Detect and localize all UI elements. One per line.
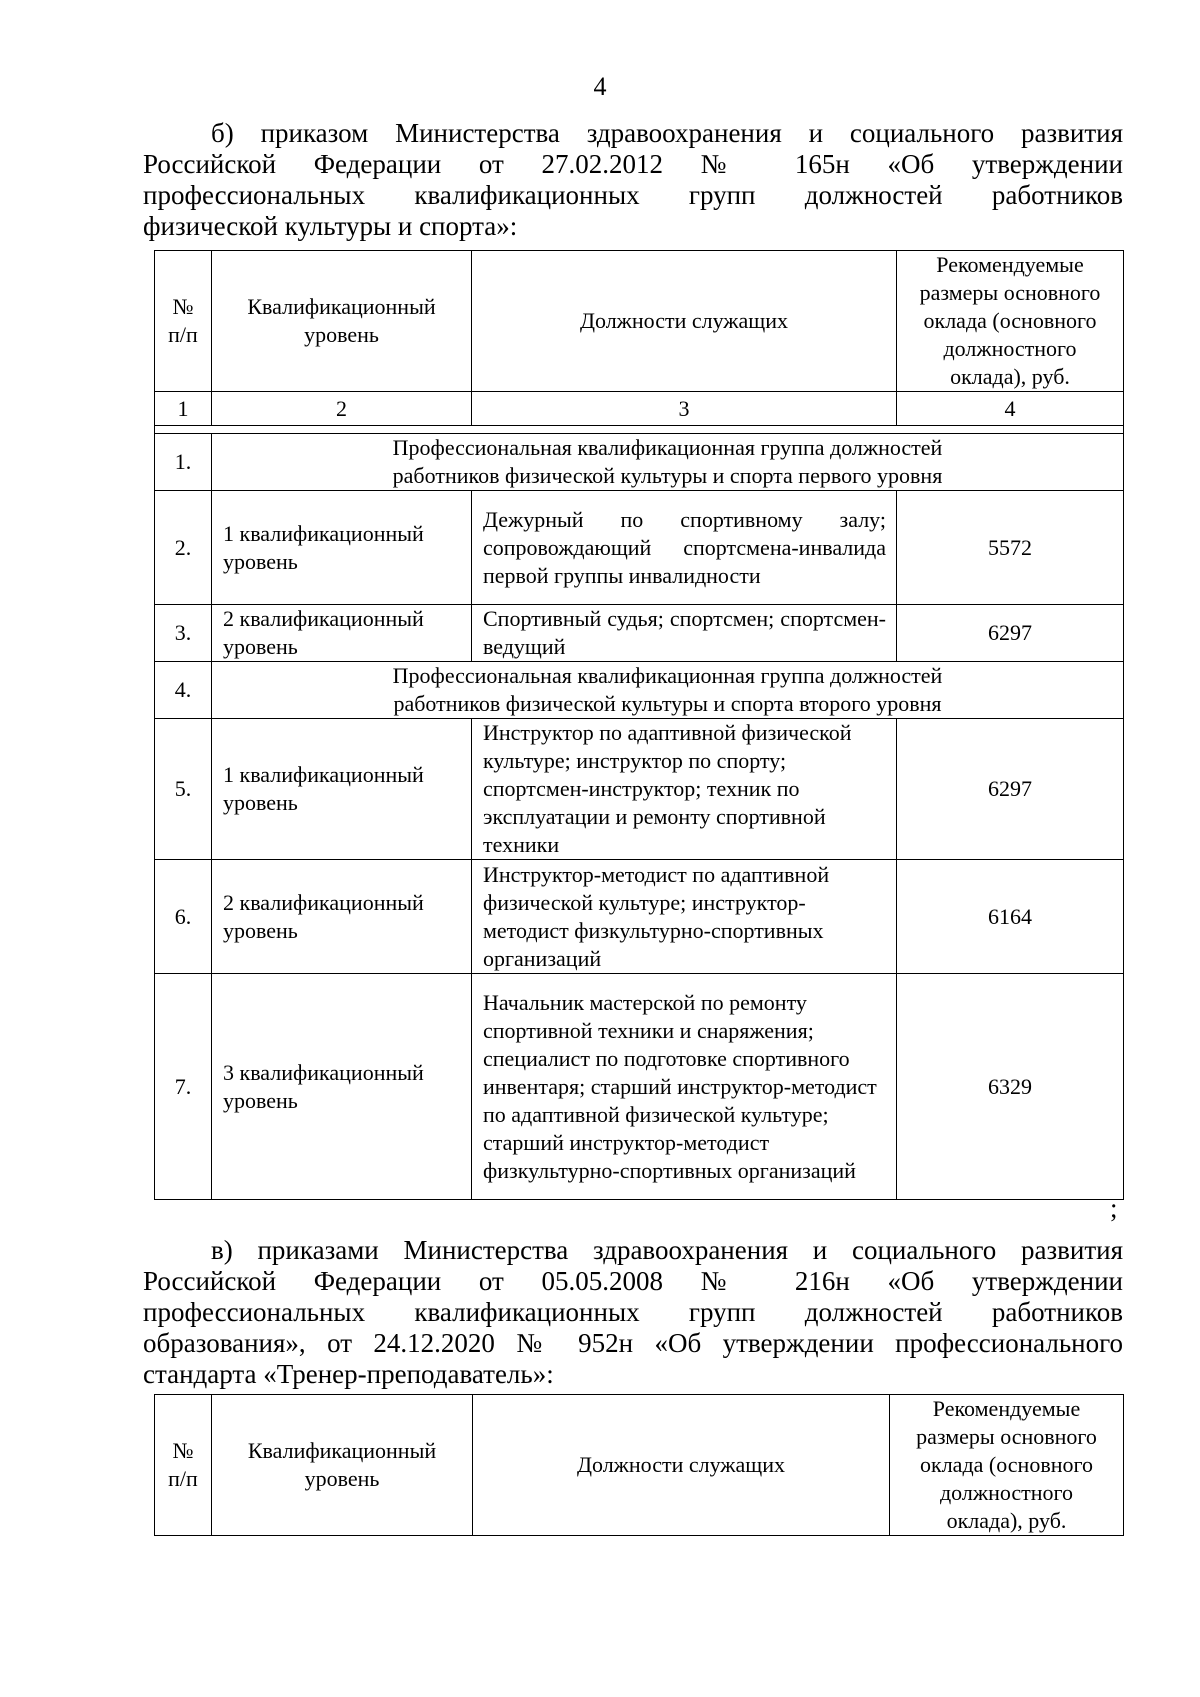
table-row — [155, 434, 1124, 491]
row-positions: Начальник мастерской по ремонту спортивной техники и снаряжения; специалист по подготовке спортивного инвентаря; старший инструктор-методист по адаптивной физической культуре; старший инструктор-методист физкультурно-спортивных организаций — [472, 974, 897, 1200]
row-num: 4. — [155, 662, 212, 719]
header-salary: Рекомендуемые размеры основного оклада (основного должностного оклада), руб. — [890, 1395, 1124, 1536]
paragraph-line: профессиональных квалификационных групп должностей работников — [143, 180, 1123, 210]
row-num: 5. — [155, 719, 212, 860]
paragraph-line: б) приказом Министерства здравоохранения и социального развития — [211, 118, 1123, 148]
paragraph-line: физической культуры и спорта»: — [143, 211, 518, 241]
header-positions: Должности служащих — [472, 251, 897, 392]
row-positions: Спортивный судья; спортсмен; спортсмен-ведущий — [472, 605, 897, 662]
column-number: 3 — [472, 392, 897, 426]
paragraph-line: стандарта «Тренер-преподаватель»: — [143, 1359, 554, 1389]
paragraph-line: Российской Федерации от 05.05.2008 № 216н «Об утверждении — [143, 1266, 1123, 1296]
row-salary: 6329 — [897, 974, 1124, 1200]
row-positions: Инструктор-методист по адаптивной физической культуре; инструктор-методист физкультурно-спортивных организаций — [472, 860, 897, 974]
row-level: 2 квалификационный уровень — [212, 605, 472, 662]
header-level: Квалификационный уровень — [212, 1395, 473, 1536]
column-number: 4 — [897, 392, 1124, 426]
row-salary: 5572 — [897, 491, 1124, 605]
row-level: 3 квалификационный уровень — [212, 974, 472, 1200]
semicolon: ; — [1110, 1193, 1118, 1223]
table-row — [155, 491, 1124, 605]
table-row — [155, 719, 1124, 860]
row-salary: 6297 — [897, 719, 1124, 860]
header-salary: Рекомендуемые размеры основного оклада (основного должностного оклада), руб. — [897, 251, 1124, 392]
table-header-row — [155, 1395, 1124, 1536]
table-row — [155, 974, 1124, 1200]
paragraph-b — [143, 118, 1123, 242]
row-positions: Дежурный по спортивному залу; сопровождающий спортсмена-инвалида первой группы инвалидности — [472, 491, 897, 605]
row-salary: 6297 — [897, 605, 1124, 662]
row-num: 6. — [155, 860, 212, 974]
page-number: 4 — [593, 72, 607, 101]
paragraph-line: образования», от 24.12.2020 № 952н «Об утверждении профессионального — [143, 1328, 1123, 1358]
paragraph-line: профессиональных квалификационных групп должностей работников — [143, 1297, 1123, 1327]
paragraph-line: Российской Федерации от 27.02.2012 № 165н «Об утверждении — [143, 149, 1123, 179]
header-num: № п/п — [155, 251, 212, 392]
salary-table-physical-culture — [154, 250, 1124, 1200]
paragraph-line: в) приказами Министерства здравоохранения и социального развития — [211, 1235, 1123, 1265]
table-row — [155, 605, 1124, 662]
row-num: 3. — [155, 605, 212, 662]
row-num: 7. — [155, 974, 212, 1200]
group-title: Профессиональная квалификационная группа должностей работников физической культуры и спорта второго уровня — [212, 662, 1124, 719]
row-level: 1 квалификационный уровень — [212, 491, 472, 605]
header-level: Квалификационный уровень — [212, 251, 472, 392]
row-positions: Инструктор по адаптивной физической культуре; инструктор по спорту; спортсмен-инструктор; техник по эксплуатации и ремонту спортивной техники — [472, 719, 897, 860]
column-number: 2 — [212, 392, 472, 426]
salary-table-education — [154, 1394, 1124, 1536]
header-positions: Должности служащих — [473, 1395, 890, 1536]
row-level: 1 квалификационный уровень — [212, 719, 472, 860]
column-number: 1 — [155, 392, 212, 426]
table-row — [155, 860, 1124, 974]
table-row — [155, 662, 1124, 719]
column-number-row — [155, 392, 1124, 426]
row-salary: 6164 — [897, 860, 1124, 974]
row-num: 1. — [155, 434, 212, 491]
header-num: № п/п — [155, 1395, 212, 1536]
table-header-row — [155, 251, 1124, 392]
paragraph-c — [143, 1235, 1123, 1390]
row-level: 2 квалификационный уровень — [212, 860, 472, 974]
row-num: 2. — [155, 491, 212, 605]
group-title: Профессиональная квалификационная группа должностей работников физической культуры и спорта первого уровня — [212, 434, 1124, 491]
